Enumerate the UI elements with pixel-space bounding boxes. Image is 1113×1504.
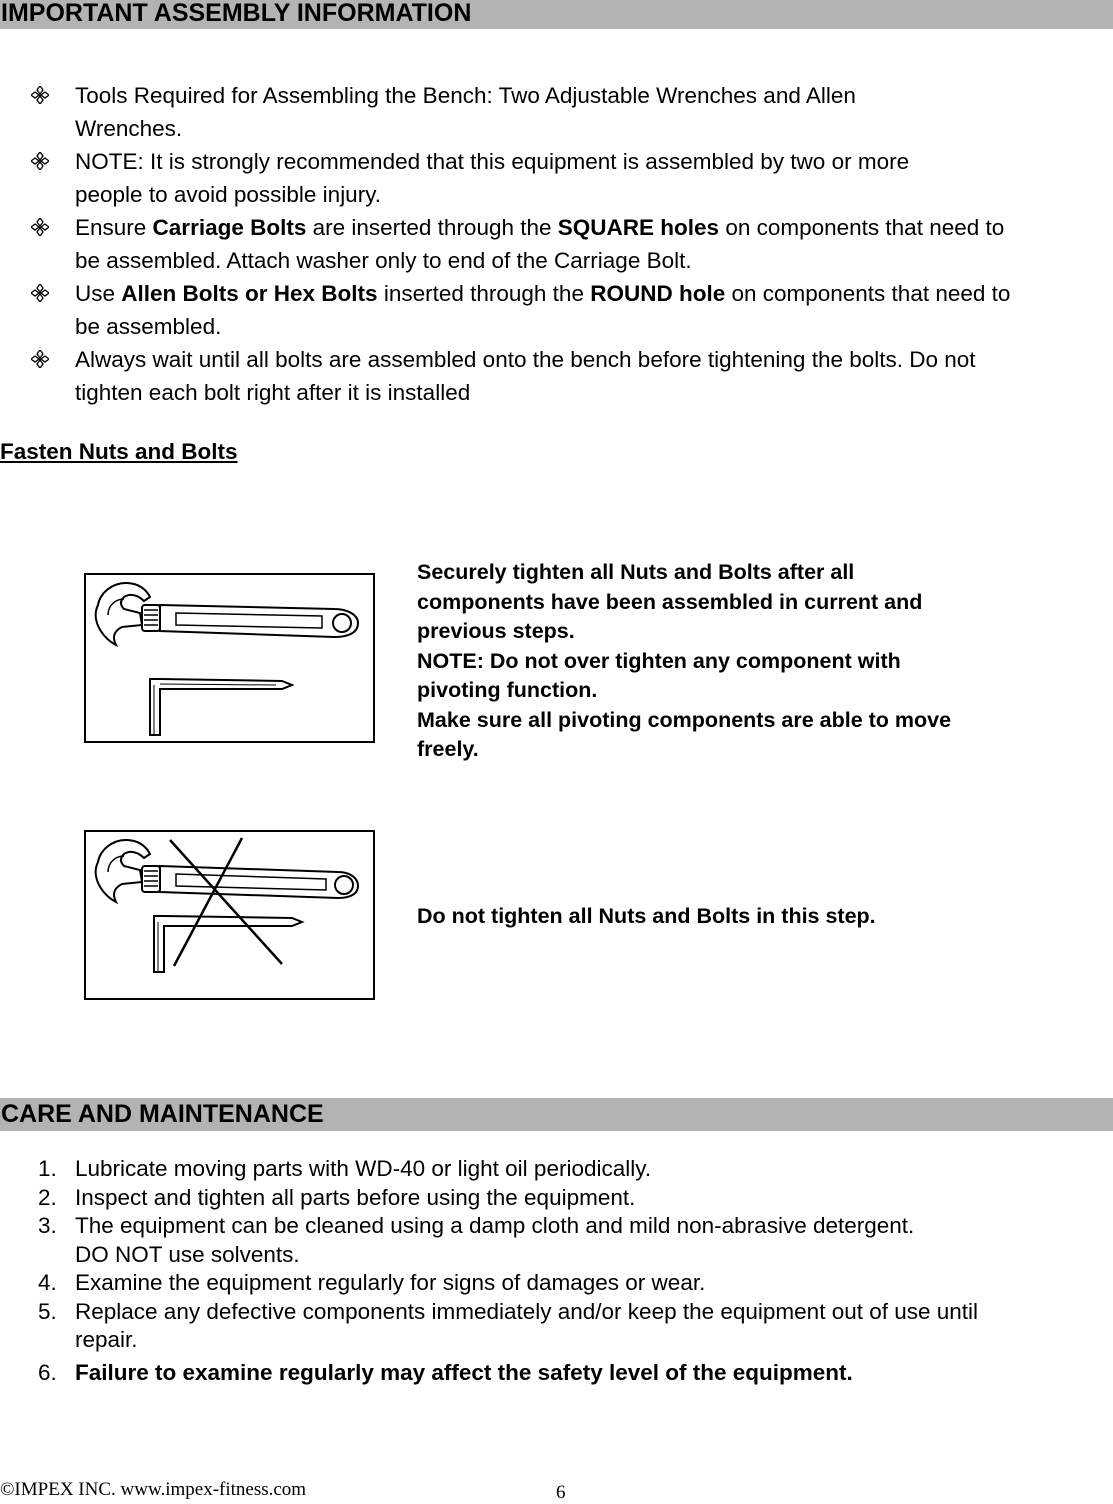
list-item bbox=[0, 211, 1113, 277]
text-run: on components that need to bbox=[725, 281, 1011, 306]
bullet-text: tighten each bolt right after it is installed bbox=[75, 380, 471, 405]
section-heading-care bbox=[0, 1098, 1113, 1131]
four-diamond-icon bbox=[31, 218, 49, 236]
item-number: 2. bbox=[38, 1184, 57, 1210]
item-text: The equipment can be cleaned using a damp cloth and mild non-abrasive detergent. bbox=[75, 1213, 915, 1238]
bullet-text: NOTE: It is strongly recommended that this equipment is assembled by two or more bbox=[75, 149, 910, 174]
list-item bbox=[0, 1184, 1113, 1213]
list-item bbox=[0, 1155, 1113, 1184]
text-run: are inserted through the bbox=[306, 215, 558, 240]
page-number: 6 bbox=[556, 1482, 566, 1503]
bullet-text bbox=[75, 211, 1113, 244]
emphasis-square-holes: SQUARE holes bbox=[557, 215, 720, 240]
care-numbered-list bbox=[0, 1155, 1113, 1387]
list-item bbox=[0, 1298, 1113, 1355]
four-diamond-icon bbox=[31, 350, 49, 368]
bullet-text: people to avoid possible injury. bbox=[75, 182, 382, 207]
emphasis-carriage-bolts: Carriage Bolts bbox=[152, 215, 307, 240]
list-item bbox=[0, 145, 1113, 211]
four-diamond-icon bbox=[31, 86, 49, 104]
do-not-tighten-instruction bbox=[417, 902, 1077, 932]
four-diamond-icon bbox=[31, 284, 49, 302]
text-run: inserted through the bbox=[377, 281, 591, 306]
crossed-out-wrench-icon bbox=[84, 830, 375, 1000]
four-diamond-icon bbox=[31, 152, 49, 170]
care-heading-text: CARE AND MAINTENANCE bbox=[1, 1100, 324, 1128]
assembly-bullet-list bbox=[0, 79, 1113, 409]
item-text: Examine the equipment regularly for signs of damages or wear. bbox=[75, 1270, 706, 1295]
emphasis-round-hole: ROUND hole bbox=[590, 281, 726, 306]
item-number: 4. bbox=[38, 1270, 57, 1295]
instruction-line: Do not tighten all Nuts and Bolts in this step. bbox=[417, 904, 876, 928]
assembly-heading-text: IMPORTANT ASSEMBLY INFORMATION bbox=[1, 0, 472, 27]
wrench-and-allen-key-icon bbox=[84, 573, 375, 743]
list-item bbox=[0, 1269, 1113, 1298]
item-number: 6. bbox=[38, 1359, 57, 1385]
item-number: 3. bbox=[38, 1213, 57, 1238]
fasten-subheading: Fasten Nuts and Bolts bbox=[0, 439, 238, 464]
list-item bbox=[0, 1212, 1113, 1269]
list-item bbox=[0, 277, 1113, 343]
instruction-line: components have been assembled in current and bbox=[417, 589, 923, 614]
emphasis-allen-hex-bolts: Allen Bolts or Hex Bolts bbox=[121, 281, 378, 306]
item-text: repair. bbox=[75, 1327, 138, 1352]
instruction-line: Make sure all pivoting components are able to move bbox=[417, 707, 952, 732]
item-text: DO NOT use solvents. bbox=[75, 1241, 300, 1267]
bullet-text: Tools Required for Assembling the Bench: Two Adjustable Wrenches and Allen bbox=[75, 83, 856, 108]
instruction-line: freely. bbox=[417, 737, 479, 761]
section-heading-assembly bbox=[0, 0, 1113, 29]
bullet-text: Wrenches. bbox=[75, 116, 183, 141]
text-run: Ensure bbox=[75, 215, 153, 240]
bullet-text: be assembled. Attach washer only to end of the Carriage Bolt. bbox=[75, 248, 692, 273]
instruction-line: NOTE: Do not over tighten any component with bbox=[417, 648, 901, 673]
tighten-instruction bbox=[417, 558, 1077, 765]
bullet-text bbox=[75, 277, 1113, 310]
list-item bbox=[0, 79, 1113, 145]
list-item bbox=[0, 343, 1113, 409]
item-number: 5. bbox=[38, 1298, 57, 1324]
instruction-line: Securely tighten all Nuts and Bolts after all bbox=[417, 560, 855, 584]
item-text: Failure to examine regularly may affect the safety level of the equipment. bbox=[75, 1359, 853, 1385]
instruction-line: pivoting function. bbox=[417, 678, 598, 702]
text-run: on components that need to bbox=[719, 215, 1005, 240]
bullet-text: be assembled. bbox=[75, 314, 222, 339]
footer-copyright: ©IMPEX INC. www.impex-fitness.com bbox=[0, 1479, 307, 1500]
item-text: Replace any defective components immediately and/or keep the equipment out of use until bbox=[75, 1298, 979, 1324]
instruction-line: previous steps. bbox=[417, 619, 575, 643]
item-number: 1. bbox=[38, 1156, 57, 1181]
item-text: Inspect and tighten all parts before using the equipment. bbox=[75, 1184, 636, 1210]
bullet-text: Always wait until all bolts are assembled onto the bench before tightening the bolts. Do not bbox=[75, 347, 976, 372]
item-text: Lubricate moving parts with WD-40 or light oil periodically. bbox=[75, 1156, 652, 1181]
list-item bbox=[0, 1359, 1113, 1388]
text-run: Use bbox=[75, 281, 122, 306]
